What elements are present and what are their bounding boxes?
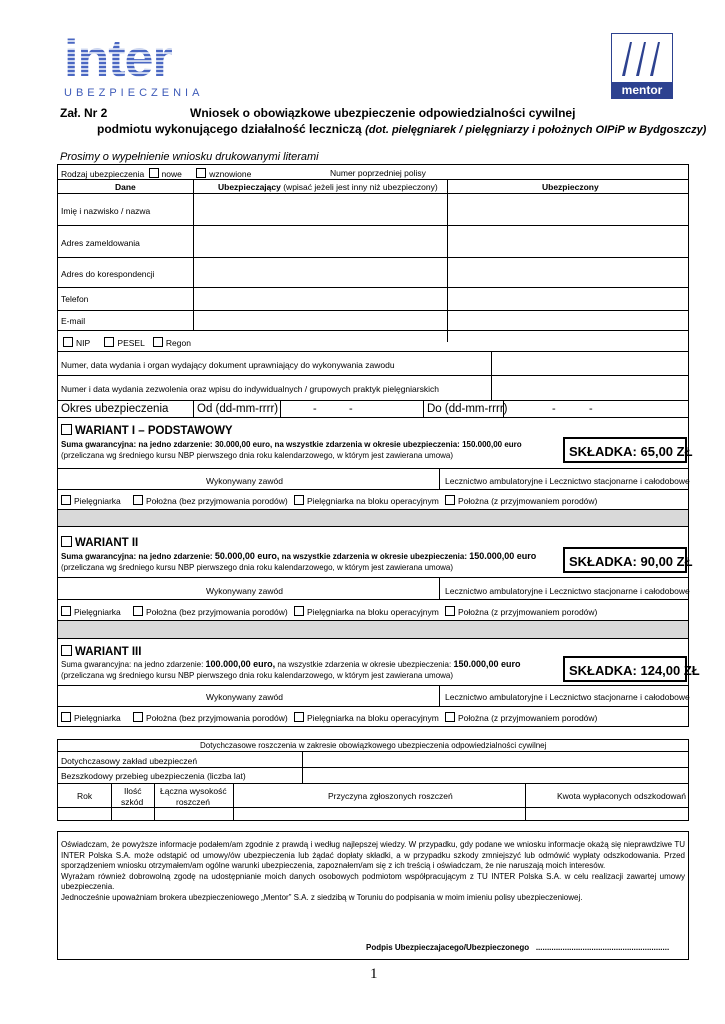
variant-1-profession-label: Wykonywany zawód	[206, 476, 283, 486]
label-to: Do (dd-mm-rrrr)	[427, 403, 508, 415]
form-title-italic: (dot. pielęgniarek / pielęgniarzy i położnych OIPiP w Bydgoszczy)	[365, 124, 707, 136]
variant-2-note: (przeliczana wg średniego kursu NBP pierwszego dnia roku kalendarzowego, w którym jest zawierana umowa)	[61, 563, 454, 572]
checkbox-regon[interactable]	[153, 337, 163, 347]
variant-1-note: (przeliczana wg średniego kursu NBP pierwszego dnia roku kalendarzowego, w którym jest zawierana umowa)	[61, 451, 454, 460]
checkbox-new[interactable]	[149, 168, 159, 178]
input-phone-insured[interactable]	[449, 289, 687, 309]
option-pesel: PESEL	[117, 338, 145, 348]
variant-1-midwife-checkbox[interactable]	[133, 495, 143, 505]
option-nip: NIP	[76, 338, 91, 348]
column-header-insured: Ubezpieczony	[542, 182, 599, 192]
insurance-type-label	[61, 168, 251, 179]
variant-2-premium: SKŁADKA: 90,00 ZŁ	[563, 547, 687, 573]
inter-logo-subtitle: UBEZPIECZENIA	[64, 87, 204, 99]
variant-2-option-nurse: Pielęgniarka	[61, 606, 121, 617]
variant-1-divider	[439, 468, 440, 490]
page-number: 1	[370, 966, 378, 982]
option-renewed: wznowione	[209, 169, 252, 179]
variant-2-midwife-births-checkbox[interactable]	[445, 606, 455, 616]
form-title-main: podmiotu wykonującego działalność leczniczą	[97, 122, 362, 136]
claims-col-year: Rok	[77, 791, 93, 801]
claims-col-cause: Przyczyna zgłoszonych roszczeń	[328, 791, 453, 801]
date-from-dash-2: -	[349, 403, 353, 415]
claims-col-count-1: Ilość	[124, 786, 142, 796]
claims-entry-row[interactable]	[57, 807, 689, 821]
label-name: Imię i nazwisko / nazwa	[61, 206, 151, 216]
variant-2-profession-label: Wykonywany zawód	[206, 586, 283, 596]
label-correspondence: Adres do korespondencji	[61, 269, 155, 279]
variant-3-or-nurse-checkbox[interactable]	[294, 712, 304, 722]
form-title-line2	[97, 122, 706, 136]
input-correspondence-insured[interactable]	[449, 259, 687, 286]
variant-3-midwife-checkbox[interactable]	[133, 712, 143, 722]
declaration-text	[61, 840, 685, 903]
instruction-text: Prosimy o wypełnienie wniosku drukowanymi literami	[60, 151, 319, 163]
variant-3-sum: Suma gwarancyjna: na jedno zdarzenie: 100.000,00 euro, na wszystkie zdarzenia w okresie ubezpieczenia: 150.000,00 euro	[61, 659, 521, 669]
input-email-policyholder[interactable]	[195, 312, 445, 329]
label-document-number: Numer, data wydania i organ wydający dokument uprawniający do wykonywania zawodu	[61, 360, 395, 370]
label-from: Od (dd-mm-rrrr)	[197, 403, 279, 415]
variant-2-sum: Suma gwarancyjna: na jedno zdarzenie: 50.000,00 euro, na wszystkie zdarzenia w okresie ubezpieczenia: 150.000,00 euro	[61, 551, 537, 561]
variant-2-or-nurse-checkbox[interactable]	[294, 606, 304, 616]
variant-3-checkbox[interactable]	[61, 645, 72, 656]
variant-1-or-nurse-checkbox[interactable]	[294, 495, 304, 505]
checkbox-nip[interactable]	[63, 337, 73, 347]
claims-history-input[interactable]	[304, 769, 687, 782]
label-permit-number: Numer i data wydania zezwolenia oraz wpisu do indywidualnych / grupowych praktyk pielęgniarskich	[61, 384, 439, 394]
variant-3-option-or-nurse: Pielęgniarka na bloku operacyjnym	[294, 712, 439, 723]
variant-2-option-midwife-births: Położna (z przyjmowaniem porodów)	[445, 606, 597, 617]
claims-header: Dotychczasowe roszczenia w zakresie obowiązkowego ubezpieczenia odpowiedzialności cywilnej	[200, 741, 547, 750]
mentor-logo-text: mentor	[612, 82, 672, 98]
variant-2-option-or-nurse: Pielęgniarka na bloku operacyjnym	[294, 606, 439, 617]
period-divider-1	[193, 400, 194, 418]
variant-2-option-midwife: Położna (bez przyjmowania porodów)	[133, 606, 288, 617]
variant-1-nurse-checkbox[interactable]	[61, 495, 71, 505]
variant-3-option-midwife-births: Położna (z przyjmowaniem porodów)	[445, 712, 597, 723]
input-phone-policyholder[interactable]	[195, 289, 445, 309]
variant-3-premium: SKŁADKA: 124,00 ZŁ	[563, 656, 687, 682]
checkbox-pesel[interactable]	[104, 337, 114, 347]
previous-policy-number-label: Numer poprzedniej polisy	[330, 168, 426, 178]
variant-1-option-midwife-births: Położna (z przyjmowaniem porodów)	[445, 495, 597, 506]
claims-history-label: Bezszkodowy przebieg ubezpieczenia (liczba lat)	[61, 771, 246, 781]
attachment-number: Zał. Nr 2	[60, 106, 108, 120]
variant-2-title-text: WARIANT II	[75, 537, 139, 549]
claims-col-count-2: szkód	[121, 797, 144, 807]
variant-3-option-nurse: Pielęgniarka	[61, 712, 121, 723]
label-phone: Telefon	[61, 294, 89, 304]
variant-2-divider	[439, 577, 440, 600]
checkbox-renewed[interactable]	[196, 168, 206, 178]
input-correspondence-policyholder[interactable]	[195, 259, 445, 286]
variant-3-profession-label: Wykonywany zawód	[206, 692, 283, 702]
inter-logo	[64, 34, 224, 98]
input-document-number[interactable]	[493, 353, 687, 374]
input-name-policyholder[interactable]	[195, 195, 445, 224]
variant-2-checkbox[interactable]	[61, 536, 72, 547]
input-name-insured[interactable]	[449, 195, 687, 224]
declaration-paragraph-1: Oświadczam, że powyższe informacje podałem/am zgodnie z prawdą i według najlepszej wiedzy. W przypadku, gdy podane we wniosku informacje okażą się nieprawdziwe TU INTER Polska S.A. może odstąpić od umowy/ów ubezpieczenia lub żądać dopłaty składki, a w przypadku szkody zmniejszyć lub odmówić wypłaty odszkodowania. Przed sporządzeniem wniosku otrzymałem/am ogólne warunki ubezpieczenia, zapoznałem/am się z ich treścią i oświadczam, że nie naruszają moich interesów.	[61, 840, 685, 870]
policyholder-heading: Ubezpieczający	[218, 182, 281, 192]
variant-2-nurse-checkbox[interactable]	[61, 606, 71, 616]
claims-col-total-1: Łączna wysokość	[160, 786, 227, 796]
variant-2-title	[61, 536, 138, 549]
column-header-data: Dane	[115, 182, 136, 192]
variant-3-nurse-checkbox[interactable]	[61, 712, 71, 722]
variant-3-option-midwife: Położna (bez przyjmowania porodów)	[133, 712, 288, 723]
mentor-logo-graphic	[612, 36, 672, 82]
variant-1-sum: Suma gwarancyjna: na jedno zdarzenie: 30.000,00 euro, na wszystkie zdarzenia w okresie ubezpieczenia: 150.000,00 euro	[61, 440, 522, 449]
input-permit-number[interactable]	[493, 377, 687, 399]
variant-2-separator	[57, 620, 689, 639]
claims-insurer-input[interactable]	[304, 753, 687, 766]
cover-divider-id	[193, 331, 195, 351]
claims-col-amount: Kwota wypłaconych odszkodowań	[557, 791, 686, 801]
variant-2-midwife-checkbox[interactable]	[133, 606, 143, 616]
option-new: nowe	[161, 169, 182, 179]
period-divider-3	[423, 400, 424, 418]
declaration-paragraph-2: Wyrażam również dobrowolną zgodę na udostępnianie moich danych osobowych podmiotom współpracującym z TU INTER Polska S.A. w celu realizacji zawartej umowy ubezpieczenia.	[61, 871, 685, 891]
date-to-dash-1: -	[552, 403, 556, 415]
variant-3-midwife-births-checkbox[interactable]	[445, 712, 455, 722]
id-type-options	[63, 337, 191, 348]
option-regon: Regon	[165, 338, 191, 348]
variant-3-title-text: WARIANT III	[75, 646, 142, 658]
signature-label: Podpis Ubezpieczajacego/Ubezpieczonego ............................................................	[366, 943, 670, 952]
variant-3-divider	[439, 685, 440, 707]
variant-1-option-or-nurse: Pielęgniarka na bloku operacyjnym	[294, 495, 439, 506]
label-address: Adres zameldowania	[61, 238, 140, 248]
inter-logo-graphic	[64, 34, 224, 80]
svg-text:inter: inter	[64, 34, 172, 80]
claims-col-total-2: roszczeń	[176, 797, 211, 807]
label-email: E-mail	[61, 316, 86, 326]
label-period: Okres ubezpieczenia	[61, 403, 169, 415]
period-divider-2	[280, 400, 281, 418]
variant-1-option-nurse: Pielęgniarka	[61, 495, 121, 506]
variant-3-title	[61, 645, 141, 658]
policyholder-note: (wpisać jeżeli jest inny niż ubezpieczony)	[283, 182, 438, 192]
variant-3-note: (przeliczana wg średniego kursu NBP pierwszego dnia roku kalendarzowego, w którym jest zawierana umowa)	[61, 671, 454, 680]
variant-1-option-midwife: Położna (bez przyjmowania porodów)	[133, 495, 288, 506]
period-divider-4	[503, 400, 504, 418]
variant-1-premium: SKŁADKA: 65,00 ZŁ	[563, 437, 687, 463]
variant-1-separator	[57, 509, 689, 527]
variant-2-practice-label: Lecznictwo ambulatoryjne i Lecznictwo stacjonarne i całodobowe	[445, 586, 690, 596]
variant-1-midwife-births-checkbox[interactable]	[445, 495, 455, 505]
variant-1-practice-label: Lecznictwo ambulatoryjne i Lecznictwo stacjonarne i całodobowe	[445, 476, 690, 486]
input-email-insured[interactable]	[449, 312, 687, 329]
mentor-logo	[611, 33, 673, 99]
variant-1-title	[61, 424, 233, 437]
claims-insurer-label: Dotychczasowy zakład ubezpieczeń	[61, 756, 198, 766]
input-address-insured[interactable]	[449, 227, 687, 256]
date-from-dash-1: -	[313, 403, 317, 415]
signature-line[interactable]: ............................................................	[535, 943, 670, 952]
variant-1-checkbox[interactable]	[61, 424, 72, 435]
date-to-dash-2: -	[589, 403, 593, 415]
variant-3-practice-label: Lecznictwo ambulatoryjne i Lecznictwo stacjonarne i całodobowe	[445, 692, 690, 702]
input-address-policyholder[interactable]	[195, 227, 445, 256]
insurance-type-text: Rodzaj ubezpieczenia	[61, 169, 145, 179]
form-title-line1: Wniosek o obowiązkowe ubezpieczenie odpowiedzialności cywilnej	[190, 106, 576, 120]
column-header-policyholder	[218, 182, 438, 192]
variant-1-title-text: WARIANT I – PODSTAWOWY	[75, 425, 233, 437]
declaration-paragraph-3: Jednocześnie upoważniam brokera ubezpieczeniowego „Mentor” S.A. z siedzibą w Toruniu do podpisania w moim imieniu polisy ubezpieczeniowej.	[61, 892, 583, 902]
